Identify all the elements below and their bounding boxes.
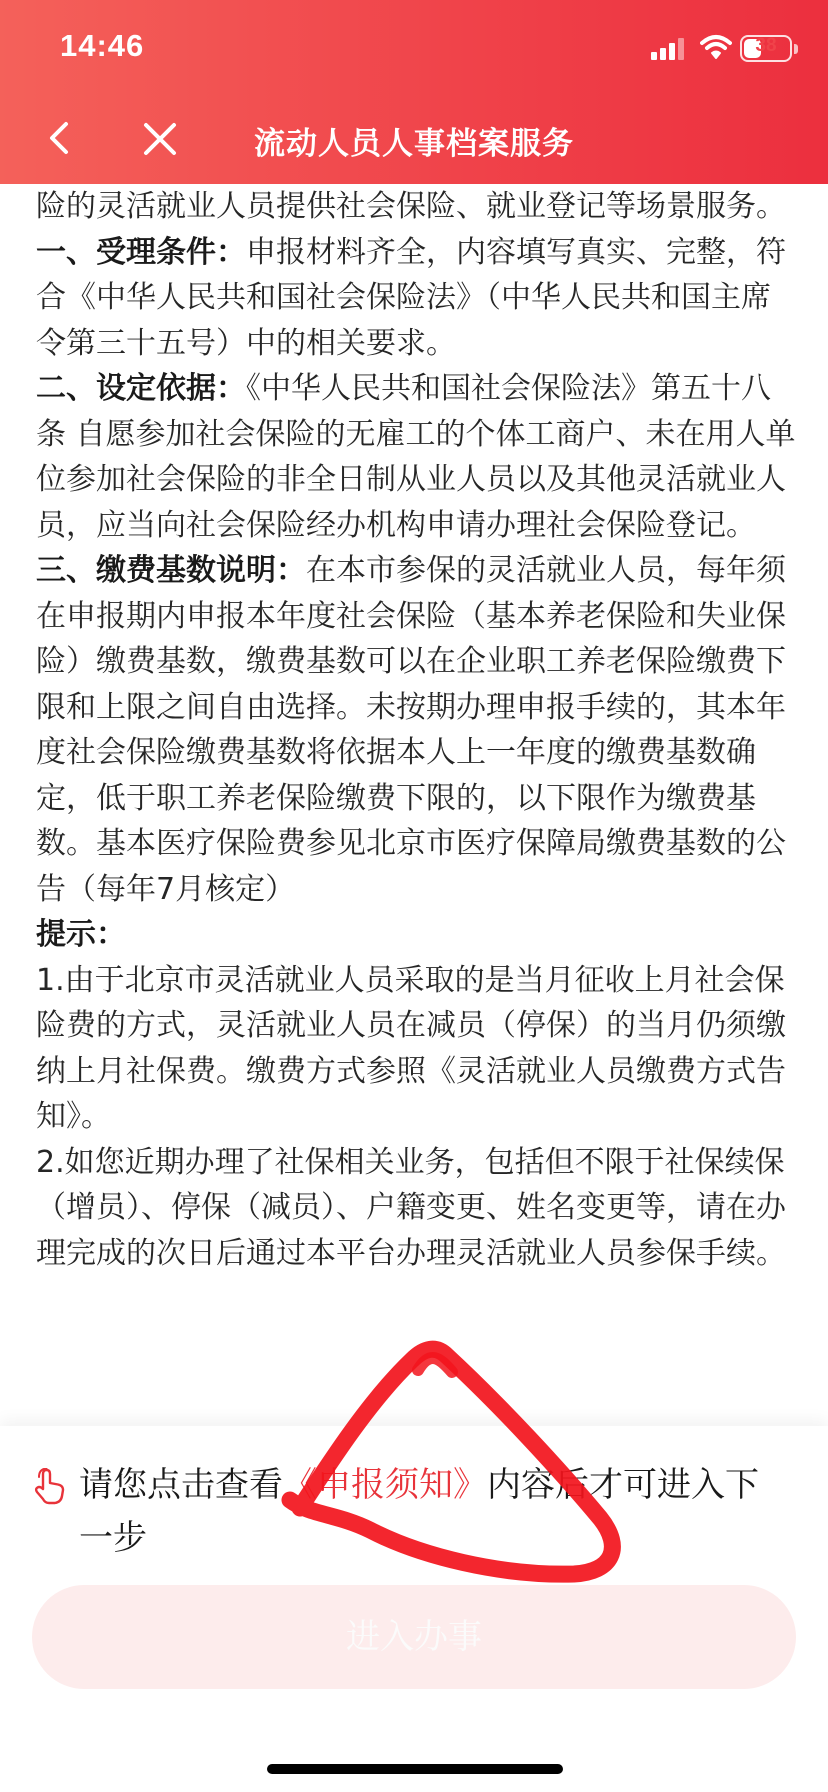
enter-service-button[interactable]: 进入办事 — [32, 1585, 796, 1689]
back-button[interactable] — [38, 112, 82, 164]
section-body: 《中华人民共和国社会保险法》第五十八条 自愿参加社会保险的无雇工的个体工商户、未在用人单位参加社会保险的非全日制从业人员以及其他灵活就业人员，应当向社会保险经办机构申请办理社会保险登记。 — [36, 371, 796, 543]
service-description — [36, 184, 796, 1424]
status-time: 14:46 — [60, 28, 145, 63]
wifi-icon — [700, 34, 732, 60]
tip-item: 1.由于北京市灵活就业人员采取的是当月征收上月社会保险费的方式，灵活就业人员在减员（停保）的当月仍须缴纳上月社保费。缴费方式参照《灵活就业人员缴费方式告知》。 — [36, 962, 786, 1134]
chevron-left-icon — [38, 112, 82, 164]
section-heading: 一、受理条件： — [36, 234, 246, 270]
section-acceptance — [36, 230, 796, 367]
section-body: 在本市参保的灵活就业人员，每年须在申报期内申报本年度社会保险（基本养老保险和失业保险）缴费基数，缴费基数可以在企业职工养老保险缴费下限和上限之间自由选择。未按期办理申报手续的，其本年度社会保险缴费基数将依据本人上一年度的缴费基数确定，低于职工养老保险缴费下限的，以下限作为缴费基数。基本医疗保险费参见北京市医疗保障局缴费基数的公告（每年7月核定） — [36, 553, 786, 907]
battery-icon — [740, 35, 792, 62]
notice-suffix: 内容后才可进入下 — [487, 1465, 759, 1505]
notice-prefix: 请您点击查看 — [79, 1465, 283, 1505]
battery-level: 38 — [755, 35, 777, 56]
section-body: 申报材料齐全，内容填写真实、完整，符合《中华人民共和国社会保险法》（中华人民共和国主席令第三十五号）中的相关要求。 — [36, 234, 786, 361]
section-heading: 三、缴费基数说明： — [36, 553, 306, 588]
intro-text: 险的灵活就业人员提供社会保险、就业登记等场景服务。 — [36, 189, 786, 224]
pointing-hand-icon — [32, 1468, 68, 1506]
home-indicator[interactable] — [267, 1764, 563, 1774]
page-title: 流动人员人事档案服务 — [254, 126, 574, 162]
notice-text — [32, 1460, 802, 1563]
section-legal-basis — [36, 366, 796, 548]
close-button[interactable] — [138, 112, 182, 164]
header-bar — [0, 0, 828, 184]
tips-heading: 提示： — [36, 917, 126, 952]
section-heading: 二、设定依据： — [36, 371, 246, 406]
notice-suffix-line2: 一步 — [79, 1518, 147, 1558]
battery-nub — [794, 44, 798, 54]
declaration-notice-link[interactable]: 《申报须知》 — [283, 1465, 487, 1505]
section-contribution-base — [36, 548, 796, 912]
tip-item: 2.如您近期办理了社保相关业务，包括但不限于社保续保（增员）、停保（减员）、户籍变更、姓名变更等，请在办理完成的次日后通过本平台办理灵活就业人员参保手续。 — [36, 1144, 786, 1271]
close-icon — [138, 112, 182, 164]
cellular-signal-icon — [651, 38, 687, 60]
